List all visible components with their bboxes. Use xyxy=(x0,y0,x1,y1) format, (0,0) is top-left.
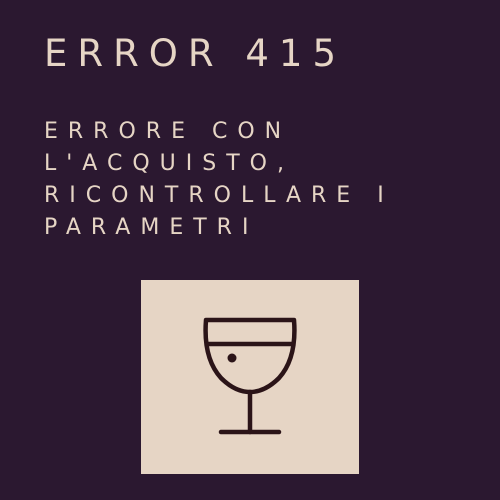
error-message-line: RICONTROLLARE I xyxy=(44,183,394,208)
error-message-line: PARAMETRI xyxy=(44,215,259,240)
wine-glass-icon xyxy=(141,280,359,474)
error-title: ERROR 415 xyxy=(44,32,347,75)
error-message-line: L'ACQUISTO, xyxy=(44,151,294,176)
error-message-line: ERRORE CON xyxy=(44,119,292,144)
error-message xyxy=(44,116,394,244)
illustration-card xyxy=(141,280,359,474)
